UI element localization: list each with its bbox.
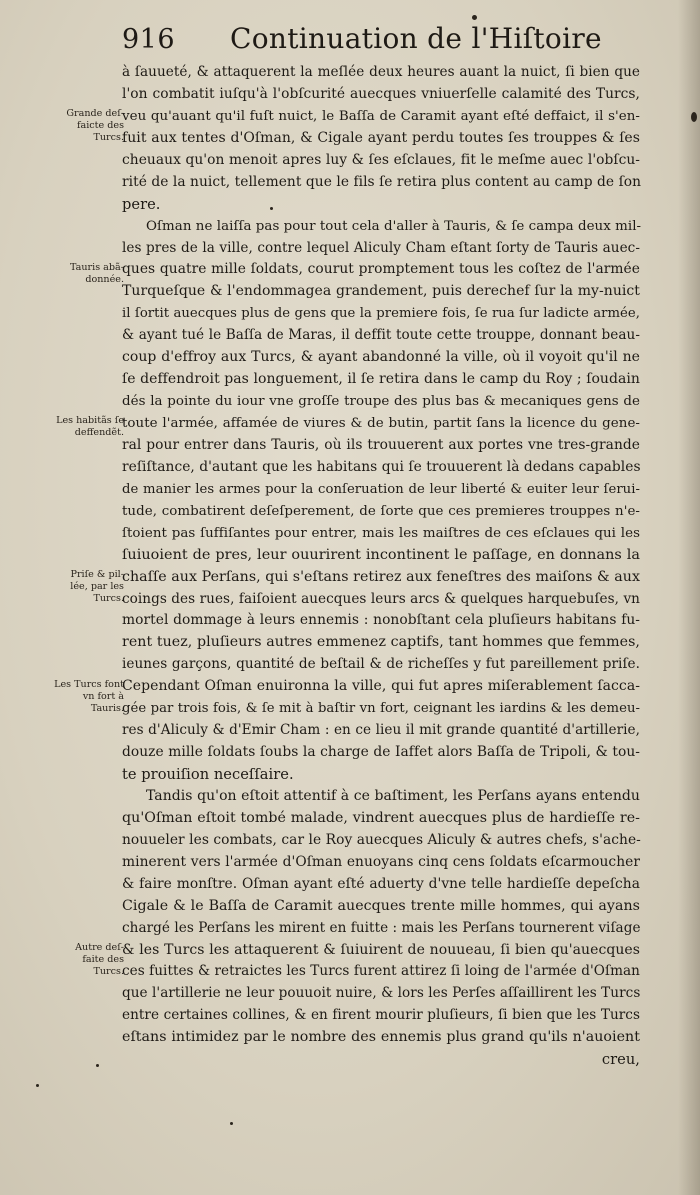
text-line: te prouiſion neceſſaire. <box>122 766 294 783</box>
text-line: à ſauueté, & attaquerent la meſlée deux heures auant la nuict, ſi bien que <box>122 64 640 80</box>
text-line: cheuaux qu'on menoit apres luy & ſes eſclaues, fit le meſme auec l'obſcu- <box>122 151 640 168</box>
text-line: toute l'armée, affamée de viures & de butin, partit ſans la licence du gene- <box>122 416 640 431</box>
margin-note: Grande deſ-faicte des Turcs. <box>66 107 124 143</box>
text-line: il ſortit auecques plus de gens que la premiere fois, ſe rua ſur ladicte armée, <box>122 306 640 322</box>
text-line: chargé les Perſans les mirent en fuitte : mais les Perſans tournerent viſage <box>122 919 641 936</box>
text-line: res d'Aliculy & d'Emir Cham : en ce lieu il mit grande quantité d'artillerie, <box>122 722 640 739</box>
text-line: nouueler les combats, car le Roy auecques Aliculy & autres chefs, s'ache- <box>122 831 641 848</box>
page-number: 916 <box>122 24 176 55</box>
text-line: mortel dommage à leurs ennemis : nonobſtant cela pluſieurs habitans fu- <box>122 612 640 629</box>
text-line: & faire monſtre. Oſman ayant eſté aduerty d'vne telle hardieſſe depeſcha <box>122 875 640 892</box>
ink-speck <box>96 1064 99 1067</box>
text-line: gée par trois fois, & ſe mit à baſtir vn fort, ceignant les iardins & les demeu- <box>122 701 640 717</box>
text-line: douze mille ſoldats ſoubs la charge de Iaffet alors Baſſa de Tripoli, & tou- <box>122 744 640 761</box>
text-line: Turqueſque & l'endommagea grandement, puis derechef ſur la my-nuict <box>122 283 640 300</box>
text-line: ſtoient pas ſuffiſantes pour entrer, mais les maiſtres de ces eſclaues qui les <box>122 525 640 541</box>
text-line: eſtans intimidez par le nombre des ennemis plus grand qu'ils n'auoient <box>122 1029 640 1046</box>
text-line: ſuiuoient de pres, leur ouurirent incontinent le paſſage, en donnans la <box>122 546 640 563</box>
running-title: Continuation de l'Hiſtoire <box>230 22 602 55</box>
text-line: & ayant tué le Baſſa de Maras, il deffit toute cette trouppe, donnant beau- <box>122 327 640 344</box>
text-line: de manier les armes pour la conſeruation de leur liberté & euiter leur ſerui- <box>122 481 640 497</box>
body-text <box>122 62 640 1071</box>
text-line: qu'Oſman eſtoit tombé malade, vindrent auecques plus de hardieſſe re- <box>122 809 640 826</box>
text-line: tude, combatirent deſeſperement, de ſorte que ces premieres trouppes n'e- <box>122 503 640 519</box>
text-line: reſiſtance, d'autant que les habitans qui ſe trouuerent là dedans capables <box>122 458 641 475</box>
text-line: chaſſe aux Perſans, qui s'eſtans retirez aux feneſtres des maiſons & aux <box>122 568 641 585</box>
text-line: rent tuez, pluſieurs autres emmenez captifs, tant hommes que femmes, <box>122 634 640 651</box>
text-line: que l'artillerie ne leur pouuoit nuire, & lors les Perſes aſſaillirent les Turcs <box>122 985 641 1002</box>
margin-note: Les habitãs ſe deffendẽt. <box>56 415 124 439</box>
text-line: coup d'effroy aux Turcs, & ayant abandonné la ville, où il voyoit qu'il ne <box>122 349 640 366</box>
text-line: & les Turcs les attaquerent & ſuiuirent de nouueau, ſi bien qu'auecques <box>122 941 640 958</box>
text-line: Tandis qu'on eſtoit attentif à ce baſtiment, les Perſans ayans entendu <box>146 787 640 804</box>
text-line: creu, <box>601 1051 640 1069</box>
text-line: coings des rues, faiſoient auecques leurs arcs & quelques harquebuſes, vn <box>122 590 640 607</box>
text-line: Cependant Oſman enuironna la ville, qui fut apres miſerablement ſacca- <box>122 678 640 695</box>
text-line: dés la pointe du iour vne groſſe troupe des plus bas & mecaniques gens de <box>122 394 640 410</box>
text-line: fuit aux tentes d'Oſman, & Cigale ayant perdu toutes ſes trouppes & ſes <box>122 129 640 146</box>
text-line: ſe deffendroit pas longuement, il ſe retira dans le camp du Roy ; ſoudain <box>122 371 640 388</box>
margin-note: Tauris abã-donnée. <box>69 261 124 285</box>
margin-note: Priſe & pil-lée, par les Turcs. <box>70 568 124 604</box>
ink-speck <box>270 207 273 210</box>
ink-speck <box>36 1084 39 1087</box>
text-line: minerent vers l'armée d'Oſman enuoyans cinq cens ſoldats eſcarmoucher <box>122 853 640 870</box>
ink-speck <box>691 112 697 122</box>
text-line: les pres de la ville, contre lequel Aliculy Cham eſtant ſorty de Tauris auec- <box>122 239 640 256</box>
page-gutter-shadow <box>678 0 700 1195</box>
ink-speck <box>472 15 477 20</box>
text-line: entre certaines collines, & en firent mourir pluſieurs, ſi bien que les Turcs <box>122 1007 640 1024</box>
text-line: rité de la nuict, tellement que le fils ſe retira plus content au camp de ſon <box>122 173 642 190</box>
ink-speck <box>230 1122 233 1125</box>
text-line: Cigale & le Baſſa de Caramit auecques trente mille hommes, qui ayans <box>122 897 640 914</box>
text-line: pere. <box>122 195 161 213</box>
text-line: ces fuittes & retraictes les Turcs furent attirez ſi loing de l'armée d'Oſman <box>122 963 640 980</box>
text-line: ral pour entrer dans Tauris, où ils trouuerent aux portes vne tres-grande <box>122 436 640 453</box>
text-line: ieunes garçons, quantité de beſtail & de richeſſes y fut pareillement priſe. <box>122 656 640 673</box>
margin-note: Les Turcs font vn fort à Tauris. <box>54 678 124 714</box>
text-line: veu qu'auant qu'il fuſt nuict, le Baſſa de Caramit ayant eſté deffaict, il s'en- <box>122 108 640 124</box>
text-line: ques quatre mille ſoldats, courut promptement tous les coſtez de l'armée <box>122 261 640 278</box>
text-line: Oſman ne laiſſa pas pour tout cela d'aller à Tauris, & ſe campa deux mil- <box>146 218 642 234</box>
margin-note: Autre deſ-faite des Turcs. <box>75 942 124 977</box>
text-line: l'on combatit iuſqu'à l'obſcurité auecques vniuerſelle calamité des Turcs, <box>122 85 640 102</box>
running-head <box>122 20 662 62</box>
